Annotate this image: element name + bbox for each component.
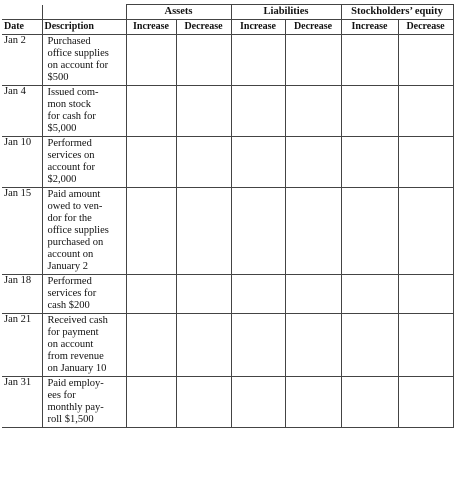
group-header-row: [2, 5, 453, 20]
assets-decrease-cell[interactable]: [176, 314, 231, 377]
equity-increase-cell[interactable]: [341, 35, 398, 86]
assets-header: Assets: [126, 5, 231, 20]
stockholders-equity-header: Stockholders’ equity: [341, 5, 453, 20]
equity-decrease-cell[interactable]: [398, 35, 453, 86]
table-row: [2, 314, 453, 377]
row-description: Performed services on account for $2,000: [42, 137, 126, 188]
liabilities-header: Liabilities: [231, 5, 341, 20]
row-date: Jan 4: [2, 86, 42, 137]
liabilities-increase-cell[interactable]: [231, 275, 285, 314]
equity-increase-cell[interactable]: [341, 275, 398, 314]
liabilities-increase-cell[interactable]: [231, 137, 285, 188]
liabilities-decrease-cell[interactable]: [285, 35, 341, 86]
liabilities-decrease-cell[interactable]: [285, 314, 341, 377]
transaction-analysis-table: [2, 4, 454, 428]
date-column-header: Date: [2, 20, 42, 35]
row-date: Jan 18: [2, 275, 42, 314]
liabilities-increase-cell[interactable]: [231, 314, 285, 377]
assets-increase-cell[interactable]: [126, 188, 176, 275]
equity-decrease-cell[interactable]: [398, 137, 453, 188]
row-description: Paid amount owed to ven- dor for the office supplies purchased on account on January 2: [42, 188, 126, 275]
table-row: [2, 377, 453, 428]
assets-decrease-cell[interactable]: [176, 35, 231, 86]
equity-increase-header: Increase: [341, 20, 398, 35]
equity-increase-cell[interactable]: [341, 188, 398, 275]
assets-increase-cell[interactable]: [126, 275, 176, 314]
assets-increase-cell[interactable]: [126, 377, 176, 428]
assets-decrease-cell[interactable]: [176, 137, 231, 188]
assets-decrease-cell[interactable]: [176, 86, 231, 137]
table-row: [2, 86, 453, 137]
row-date: Jan 21: [2, 314, 42, 377]
liabilities-increase-cell[interactable]: [231, 188, 285, 275]
assets-decrease-cell[interactable]: [176, 188, 231, 275]
row-date: Jan 10: [2, 137, 42, 188]
row-description: Received cash for payment on account from revenue on January 10: [42, 314, 126, 377]
liabilities-increase-cell[interactable]: [231, 86, 285, 137]
row-date: Jan 15: [2, 188, 42, 275]
equity-decrease-header: Decrease: [398, 20, 453, 35]
equity-increase-cell[interactable]: [341, 377, 398, 428]
assets-decrease-cell[interactable]: [176, 275, 231, 314]
column-header-row: [2, 20, 453, 35]
liabilities-increase-cell[interactable]: [231, 35, 285, 86]
description-column-header: Description: [42, 20, 126, 35]
row-date: Jan 2: [2, 35, 42, 86]
assets-decrease-cell[interactable]: [176, 377, 231, 428]
row-date: Jan 31: [2, 377, 42, 428]
assets-increase-cell[interactable]: [126, 137, 176, 188]
liabilities-decrease-cell[interactable]: [285, 188, 341, 275]
row-description: Purchased office supplies on account for $500: [42, 35, 126, 86]
table-row: [2, 275, 453, 314]
row-description: Paid employ- ees for monthly pay- roll $1,500: [42, 377, 126, 428]
equity-increase-cell[interactable]: [341, 137, 398, 188]
liabilities-decrease-cell[interactable]: [285, 137, 341, 188]
assets-increase-cell[interactable]: [126, 86, 176, 137]
liabilities-decrease-cell[interactable]: [285, 86, 341, 137]
equity-decrease-cell[interactable]: [398, 86, 453, 137]
assets-decrease-header: Decrease: [176, 20, 231, 35]
liabilities-increase-cell[interactable]: [231, 377, 285, 428]
assets-increase-cell[interactable]: [126, 314, 176, 377]
row-description: Performed services for cash $200: [42, 275, 126, 314]
equity-decrease-cell[interactable]: [398, 188, 453, 275]
liabilities-increase-header: Increase: [231, 20, 285, 35]
assets-increase-cell[interactable]: [126, 35, 176, 86]
table-row: [2, 188, 453, 275]
liabilities-decrease-header: Decrease: [285, 20, 341, 35]
table-row: [2, 137, 453, 188]
blank-corner: [2, 5, 42, 20]
liabilities-decrease-cell[interactable]: [285, 377, 341, 428]
blank-corner-desc: [42, 5, 126, 20]
equity-decrease-cell[interactable]: [398, 314, 453, 377]
table-row: [2, 35, 453, 86]
row-description: Issued com- mon stock for cash for $5,000: [42, 86, 126, 137]
equity-decrease-cell[interactable]: [398, 275, 453, 314]
equity-increase-cell[interactable]: [341, 314, 398, 377]
equity-increase-cell[interactable]: [341, 86, 398, 137]
assets-increase-header: Increase: [126, 20, 176, 35]
liabilities-decrease-cell[interactable]: [285, 275, 341, 314]
equity-decrease-cell[interactable]: [398, 377, 453, 428]
